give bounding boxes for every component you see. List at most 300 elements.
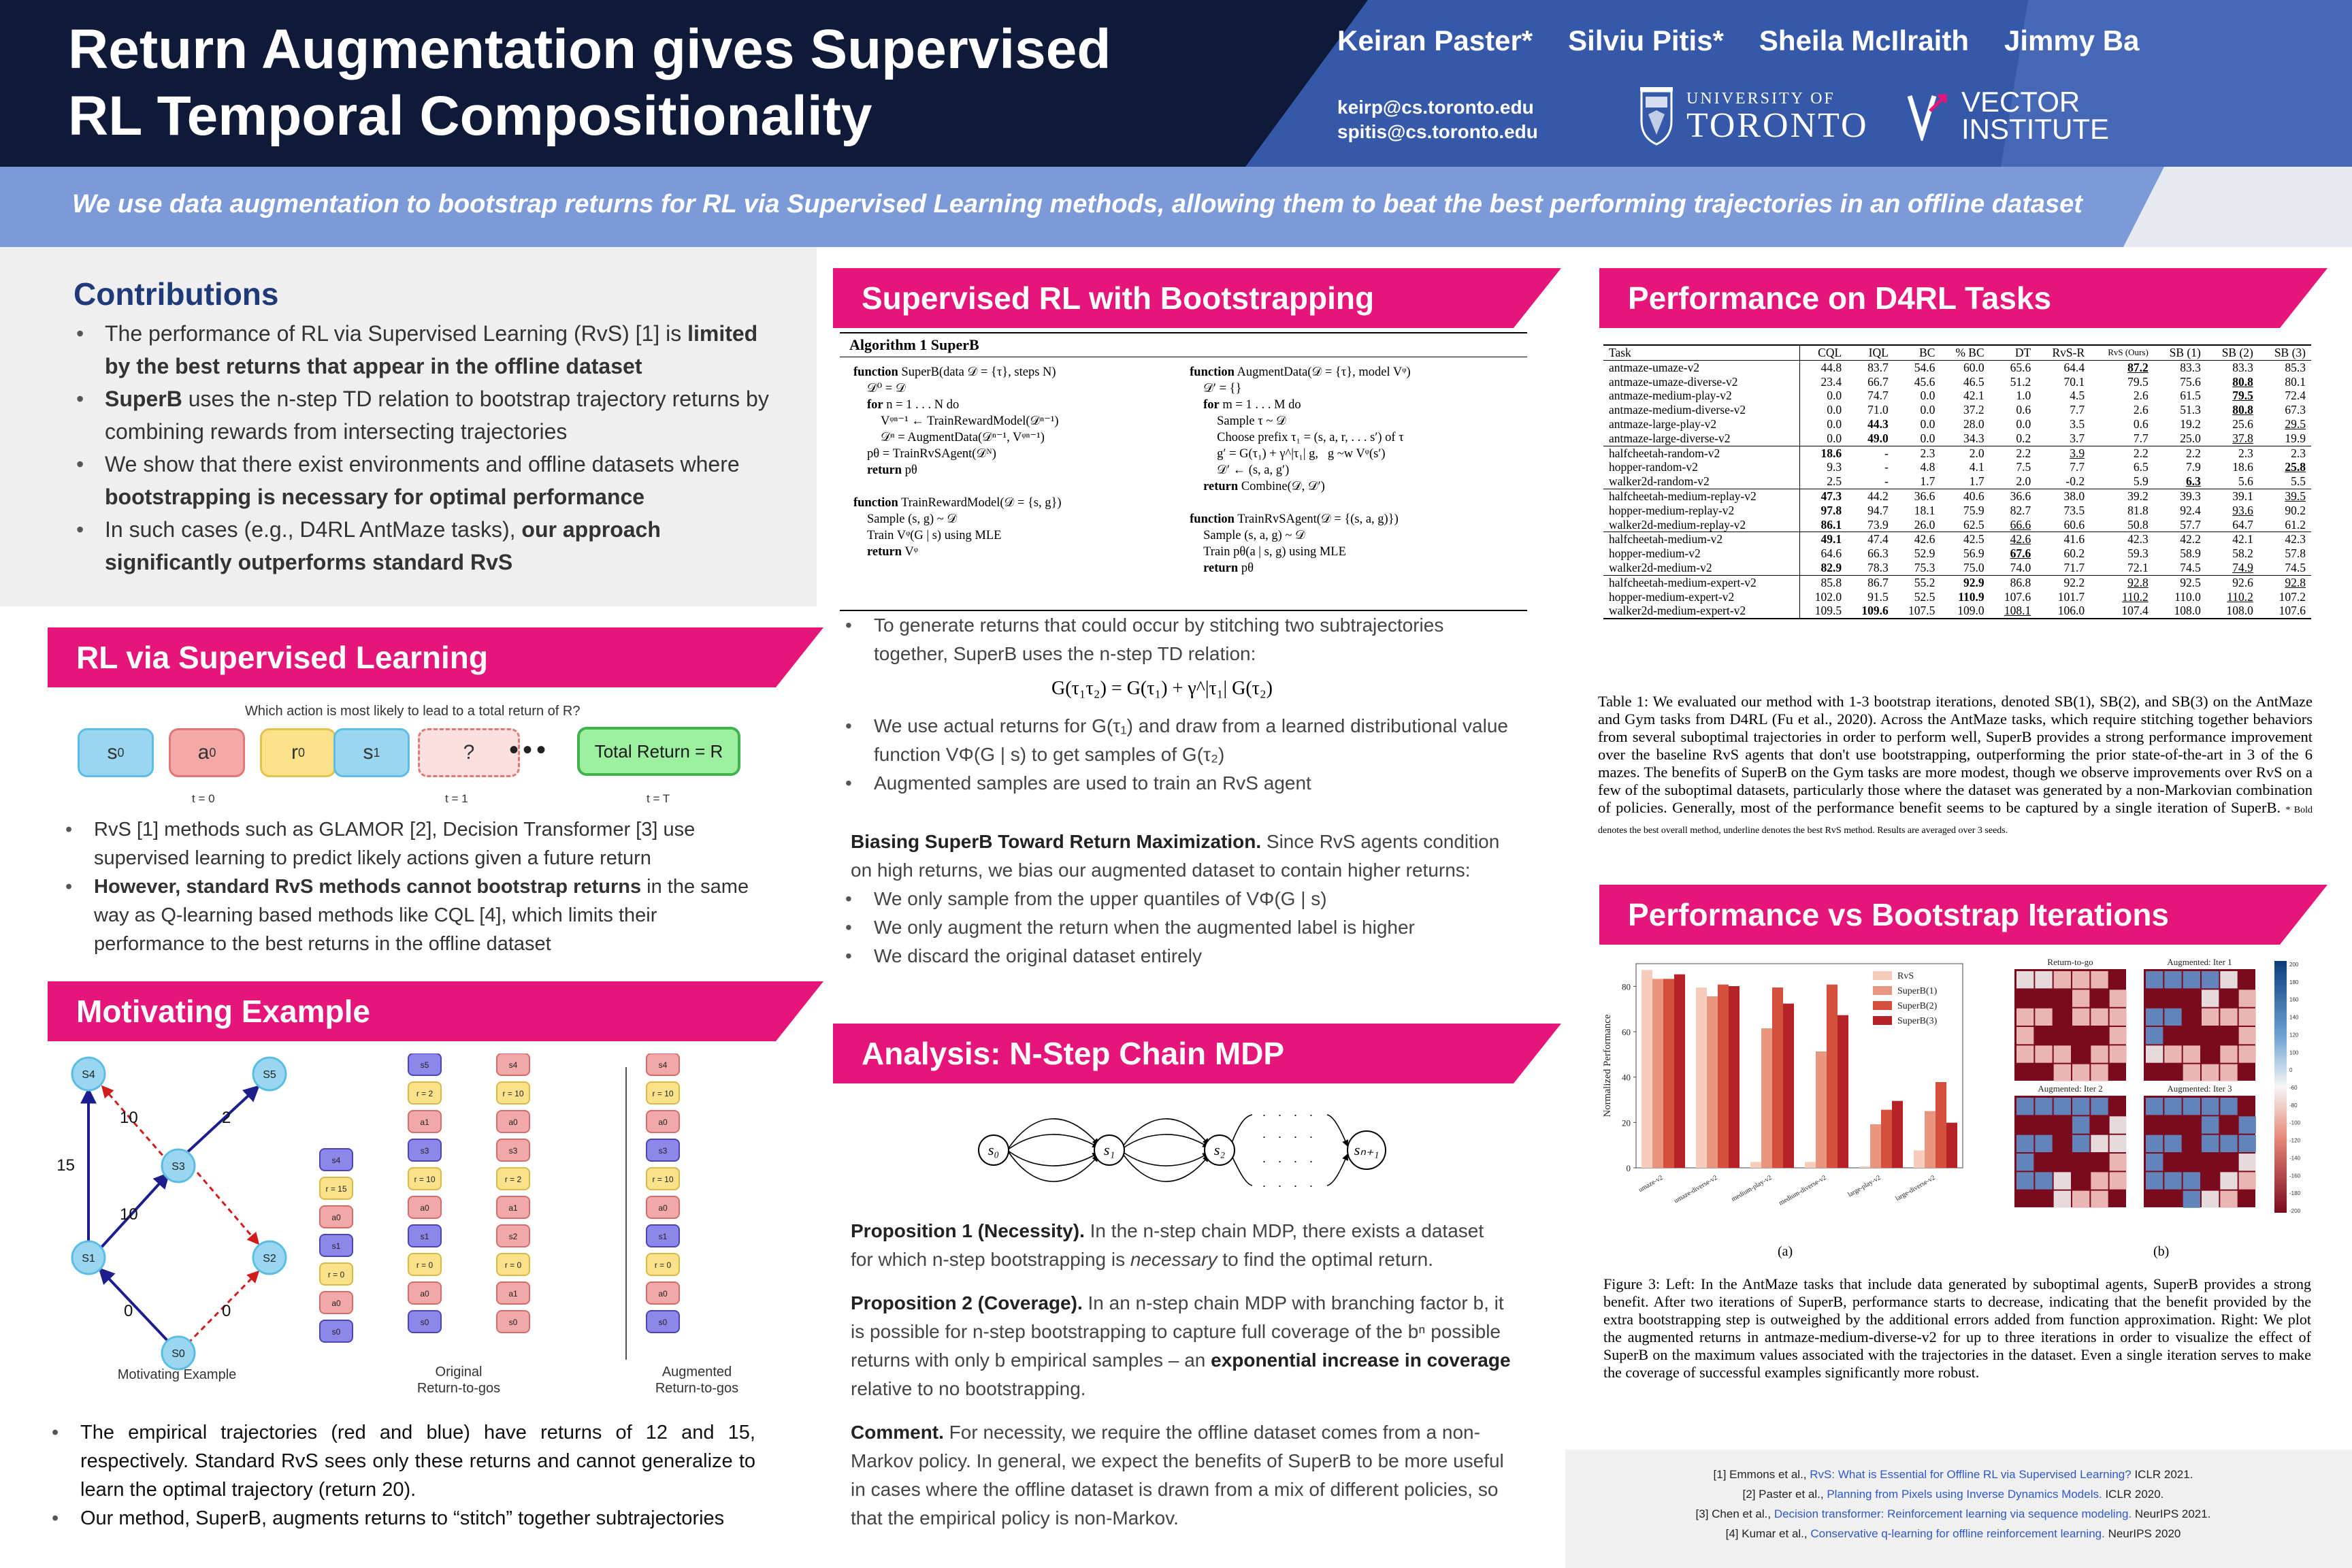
table-cell: 74.0 bbox=[2010, 560, 2031, 574]
colorbar-tick-label: 0 bbox=[2289, 1067, 2293, 1074]
graph-node-label: S1 bbox=[82, 1253, 95, 1264]
table-cell: 74.5 bbox=[2180, 560, 2201, 574]
table-cell: 45.6 bbox=[1914, 374, 1936, 389]
svg-text:r = 0: r = 0 bbox=[654, 1260, 672, 1270]
table-column-header: SB (2) bbox=[2221, 346, 2253, 359]
token-r0: r 0 bbox=[260, 728, 336, 777]
table-cell: 4.5 bbox=[2070, 389, 2085, 403]
author: Keiran Paster* bbox=[1337, 24, 1533, 56]
reference-item: [1] Emmons et al., RvS: What is Essential for Offline RL via Supervised Learning? ICLR 2021. bbox=[1713, 1468, 2193, 1481]
table-cell: 78.3 bbox=[1867, 560, 1889, 574]
table-cell: 42.3 bbox=[2090, 532, 2154, 546]
svg-text:r = 0: r = 0 bbox=[327, 1270, 345, 1279]
algorithm-line: function TrainRvSAgent(𝒟 = {(s, a, g)}) bbox=[1190, 512, 1399, 526]
table-cell: 36.6 bbox=[1990, 489, 2037, 503]
table-cell: 25.6 bbox=[2232, 416, 2253, 431]
table-cell: 66.3 bbox=[1867, 546, 1889, 561]
table-cell: 70.1 bbox=[2063, 374, 2085, 389]
table-cell: 7.7 bbox=[2070, 460, 2085, 474]
table-cell: 7.7 bbox=[2070, 403, 2085, 417]
colorbar-tick-label: 180 bbox=[2289, 979, 2299, 985]
motivating-bullets bbox=[48, 1418, 755, 1533]
colorbar-tick-label: 160 bbox=[2289, 996, 2299, 1003]
svg-text:a0: a0 bbox=[508, 1117, 518, 1127]
table-cell: 80.8 bbox=[2232, 403, 2253, 417]
legend-swatch bbox=[1873, 971, 1892, 980]
table-cell: 64.7 bbox=[2232, 517, 2253, 532]
colorbar-tick-label: -140 bbox=[2289, 1155, 2301, 1162]
table-cell: 92.6 bbox=[2206, 575, 2259, 589]
table-cell: 2.2 bbox=[2090, 446, 2154, 460]
table-cell: 107.6 bbox=[2278, 604, 2306, 618]
table-cell: hopper-medium-expert-v2 bbox=[1609, 589, 1735, 604]
table-cell: 42.2 bbox=[2154, 532, 2206, 546]
reference-link[interactable]: RvS: What is Essential for Offline RL via Supervised Learning? bbox=[1810, 1468, 2132, 1481]
x-tick-label: umaze-v2 bbox=[1637, 1174, 1665, 1194]
table-cell: 66.6 bbox=[2010, 517, 2031, 532]
td-equation: G(τ₁τ₂) = G(τ₁) + γ^|τ₁| G(τ₂) bbox=[1051, 678, 1273, 699]
svg-text:a0: a0 bbox=[331, 1298, 341, 1308]
edge-label: 15 bbox=[56, 1156, 75, 1175]
time-label: t = 0 bbox=[192, 792, 215, 805]
table-cell: 82.7 bbox=[2010, 503, 2031, 517]
x-tick-label: large-diverse-v2 bbox=[1894, 1174, 1937, 1203]
table-cell: 23.4 bbox=[1800, 375, 1847, 389]
d4rl-results-table bbox=[1603, 346, 2311, 618]
algorithm-line: return pθ bbox=[1203, 561, 1254, 575]
svg-text:r = 2: r = 2 bbox=[416, 1089, 434, 1098]
table-cell: 75.3 bbox=[1914, 560, 1936, 574]
table-column-header: CQL bbox=[1800, 346, 1847, 360]
table-row bbox=[1603, 460, 2311, 474]
table-cell: 64.6 bbox=[1800, 546, 1847, 561]
legend-label: SuperB(2) bbox=[1897, 1001, 1938, 1011]
svg-text:s0: s0 bbox=[420, 1318, 429, 1327]
bar bbox=[1936, 1082, 1946, 1168]
algorithm-line: for n = 1 . . . N do bbox=[867, 398, 960, 412]
author-list bbox=[1337, 24, 2139, 57]
legend-label: SuperB(3) bbox=[1897, 1016, 1938, 1026]
table-cell: 42.6 bbox=[1990, 532, 2037, 546]
table-cell: 5.5 bbox=[2291, 474, 2306, 489]
bar bbox=[1914, 1150, 1925, 1168]
x-tick-label: medium-diverse-v2 bbox=[1778, 1174, 1828, 1207]
supervised-bullet: • To generate returns that could occur by stitching two subtrajectories together, SuperB uses the n-step TD relation: bbox=[841, 611, 1522, 668]
table-row bbox=[1603, 561, 2311, 575]
table-cell: 19.9 bbox=[2285, 431, 2306, 445]
table-row bbox=[1603, 532, 2311, 546]
token-unknown: ? bbox=[418, 728, 520, 777]
table-row bbox=[1603, 431, 2311, 446]
motivating-heading: Motivating Example bbox=[48, 981, 776, 1041]
contribution-item: • In such cases (e.g., D4RL AntMaze tasks), our approach significantly outperforms standard RvS bbox=[72, 513, 780, 578]
table-cell: 64.4 bbox=[2036, 360, 2090, 374]
bar bbox=[1925, 1111, 1936, 1168]
legend-swatch bbox=[1873, 986, 1892, 995]
algorithm-box bbox=[840, 332, 1527, 611]
algorithm-line: 𝒟⁰ = 𝒟 bbox=[867, 382, 906, 395]
table-cell: 39.5 bbox=[2259, 489, 2311, 503]
poster-title bbox=[68, 16, 1293, 150]
colorbar-tick-label: 100 bbox=[2289, 1049, 2299, 1056]
table-cell: 91.5 bbox=[1867, 589, 1889, 604]
y-tick-label: 60 bbox=[1622, 1027, 1631, 1037]
table-column-header: SB (3) bbox=[2274, 346, 2306, 359]
supervised-bullets bbox=[841, 611, 1522, 668]
table-cell: 57.8 bbox=[2285, 546, 2306, 561]
table-cell: 106.0 bbox=[2057, 604, 2085, 618]
bias-bullet: • We only augment the return when the augmented label is higher bbox=[841, 913, 1522, 942]
table-cell: 72.1 bbox=[2127, 560, 2149, 574]
proposition-1: Proposition 1 (Necessity). In the n-step chain MDP, there exists a dataset for which n-step bootstrapping is necessary to find the optimal return. bbox=[851, 1220, 1484, 1270]
svg-text:a0: a0 bbox=[658, 1289, 668, 1298]
table-cell: 0.0 bbox=[1920, 403, 1936, 417]
table-cell: 2.6 bbox=[2133, 403, 2149, 417]
table-cell: 85.8 bbox=[1800, 575, 1847, 589]
table-cell: 2.0 bbox=[2016, 474, 2031, 489]
algorithm-line: g′ = G(τ₁) + γ^|τ₁| g, g ~w Vᵠ(s′) bbox=[1217, 447, 1386, 461]
table-cell: 46.5 bbox=[1963, 374, 1984, 389]
bar bbox=[1772, 987, 1783, 1168]
table-cell: 109.6 bbox=[1861, 604, 1889, 618]
bootstrap-bar-chart bbox=[1599, 953, 1980, 1245]
vector-logo bbox=[1907, 88, 2109, 143]
colorbar-tick-label: 120 bbox=[2289, 1032, 2299, 1039]
tagline-text: We use data augmentation to bootstrap returns for RL via Supervised Learning methods, allowing them to beat the best performing trajectories in an offline dataset bbox=[72, 190, 2082, 218]
colorbar-tick-label: -120 bbox=[2289, 1137, 2301, 1144]
table-cell: 26.0 bbox=[1914, 517, 1936, 532]
bar bbox=[1827, 985, 1838, 1168]
title-line-2: RL Temporal Compositionality bbox=[68, 85, 872, 147]
table-cell: 60.2 bbox=[2063, 546, 2085, 561]
reference-link[interactable]: Planning from Pixels using Inverse Dynamics Models. bbox=[1827, 1488, 2102, 1501]
contributions-list bbox=[72, 317, 780, 578]
edge-label: 2 bbox=[222, 1109, 231, 1127]
table-cell: antmaze-large-play-v2 bbox=[1609, 416, 1717, 431]
svg-text:a0: a0 bbox=[420, 1289, 429, 1298]
table-row bbox=[1603, 446, 2311, 460]
analysis-heading: Analysis: N-Step Chain MDP bbox=[833, 1024, 1514, 1083]
table-cell: 3.9 bbox=[2036, 446, 2090, 460]
svg-text:s1: s1 bbox=[658, 1232, 668, 1241]
table-cell: 79.5 bbox=[2127, 374, 2149, 389]
table-cell: 1.0 bbox=[2016, 389, 2031, 403]
table-cell: 85.3 bbox=[2259, 360, 2311, 374]
table-cell: 110.2 bbox=[2227, 589, 2253, 604]
svg-text:a1: a1 bbox=[508, 1289, 518, 1298]
table-header-row bbox=[1603, 346, 2311, 360]
table-cell: - bbox=[1847, 446, 1894, 460]
table-cell: 29.5 bbox=[2285, 416, 2306, 431]
table-cell: 34.3 bbox=[1963, 431, 1984, 445]
rvs-bullet: • RvS [1] methods such as GLAMOR [2], Decision Transformer [3] use supervised learning to predict likely actions given a future return bbox=[61, 815, 755, 872]
table-cell: 59.3 bbox=[2127, 546, 2149, 561]
vector-line-2: INSTITUTE bbox=[1961, 113, 2109, 145]
table-cell: 18.6 bbox=[2232, 460, 2253, 474]
algorithm-line: function AugmentData(𝒟 = {τ}, model Vᵠ) bbox=[1190, 365, 1411, 379]
table-caption: Table 1: We evaluated our method with 1-3 bootstrap iterations, denoted SB(1), SB(2), and SB(3) on the AntMaze and Gym tasks from D4RL (Fu et al., 2020). Across the AntMaze tasks, which require stitching together behaviors from several suboptimal trajectories in order to perform well, SuperB provides a strong performance improvement over the baseline RvS agents that don't use bootstrapping, outperforming the prior state-of-the-art in 3 of the 6 mazes. The benefits of SuperB on the Gym tasks are more modest, though we observe improvements over RvS on a few of the suboptimal datasets, particularly those where the dataset was generated by a non-Markovian combination of policies. Generally, most of the performance benefit seems to be captured by a single iteration of SuperB. * Bold denotes the best overall method, underline denotes the best RvS method. Results are averaged over 3 seeds. bbox=[1598, 693, 2313, 836]
svg-text:r = 0: r = 0 bbox=[416, 1260, 434, 1270]
algorithm-line: return pθ bbox=[867, 463, 917, 477]
svg-text:a0: a0 bbox=[331, 1213, 341, 1222]
table-cell: 102.0 bbox=[1800, 590, 1847, 604]
algorithm-line: Sample τ ~ 𝒟 bbox=[1217, 414, 1286, 428]
algorithm-line: function TrainRewardModel(𝒟 = {s, g}) bbox=[853, 496, 1062, 510]
table-column-header: RvS (Ours) bbox=[2108, 347, 2149, 357]
table-cell: 83.3 bbox=[2154, 360, 2206, 374]
table-cell: 55.2 bbox=[1894, 575, 1941, 589]
y-tick-label: 80 bbox=[1622, 981, 1631, 992]
table-cell: hopper-medium-replay-v2 bbox=[1609, 503, 1735, 517]
bar bbox=[1729, 986, 1740, 1168]
algorithm-line bbox=[1190, 495, 1514, 511]
subfigure-label: (a) bbox=[1778, 1244, 1793, 1259]
svg-text:s0: s0 bbox=[658, 1318, 668, 1327]
colorbar-tick-label: -80 bbox=[2289, 1102, 2298, 1109]
table-cell: 92.5 bbox=[2154, 575, 2206, 589]
table-cell: 42.6 bbox=[1894, 532, 1941, 546]
table-column-header: DT bbox=[2014, 346, 2031, 359]
bar bbox=[1750, 1162, 1761, 1168]
table-row bbox=[1603, 403, 2311, 417]
svg-text:s0: s0 bbox=[508, 1318, 518, 1327]
svg-text:r = 15: r = 15 bbox=[325, 1184, 347, 1194]
total-return-box: Total Return = R bbox=[577, 727, 740, 776]
uoft-shield-icon bbox=[1639, 87, 1674, 146]
table-cell: 80.1 bbox=[2285, 374, 2306, 389]
algorithm-line: 𝒟′ ← (s, a, g′) bbox=[1217, 463, 1290, 477]
heatmap-panel bbox=[2144, 969, 2256, 1081]
reference-link[interactable]: Decision transformer: Reinforcement learning via sequence modeling. bbox=[1774, 1507, 2132, 1520]
figure-3-caption: Figure 3: Left: In the AntMaze tasks that include data generated by suboptimal agents, SuperB provides a strong benefit. After two iterations of SuperB, performance starts to decrease, indicating that the benefit provided by the extra bootstrapping step is outweighed by the additional errors added from function approximation. Right: We plot the augmented returns in antmaze-medium-diverse-v2 for up to three iterations in order to visualize the effect of SuperB on the maximum values associated with the trajectories in the dataset. Even a single iteration serves to make the coverage of successful examples significantly more robust. bbox=[1603, 1275, 2311, 1381]
table-cell: 37.2 bbox=[1963, 403, 1984, 417]
table-cell: 108.0 bbox=[2226, 604, 2253, 618]
table-cell: 71.0 bbox=[1867, 403, 1889, 417]
graph-node-label: S5 bbox=[263, 1069, 276, 1081]
table-cell: 110.9 bbox=[1958, 589, 1984, 604]
svg-text:r = 10: r = 10 bbox=[414, 1175, 436, 1184]
table-cell: 62.5 bbox=[1963, 517, 1984, 532]
algorithm-left-column bbox=[853, 364, 1171, 576]
algorithm-line: 𝒟ⁿ = AugmentData(𝒟ⁿ⁻¹, Vᵠⁿ⁻¹) bbox=[881, 431, 1045, 444]
table-row bbox=[1603, 360, 2311, 374]
algorithm-line: return Combine(𝒟, 𝒟′) bbox=[1203, 480, 1325, 493]
table-column-header: SB (1) bbox=[2169, 346, 2201, 359]
algorithm-line: Sample (s, a, g) ~ 𝒟 bbox=[1203, 529, 1305, 542]
token-a0: a 0 bbox=[169, 728, 245, 777]
email[interactable]: keirp@cs.toronto.edu bbox=[1337, 97, 1534, 118]
vector-line-1: VECTOR bbox=[1961, 86, 2080, 118]
table-cell: 0.0 bbox=[1920, 431, 1936, 445]
svg-text:s4: s4 bbox=[658, 1060, 668, 1070]
token-s0: s 0 bbox=[78, 728, 154, 777]
table-cell: 61.5 bbox=[2180, 389, 2201, 403]
edge-label: 10 bbox=[120, 1109, 138, 1127]
table-cell: 28.0 bbox=[1963, 416, 1984, 431]
table-cell: 92.2 bbox=[2036, 575, 2090, 589]
colorbar-tick-label: 200 bbox=[2289, 962, 2299, 968]
table-cell: 44.8 bbox=[1800, 360, 1847, 374]
table-row bbox=[1603, 504, 2311, 518]
table-cell: 40.6 bbox=[1940, 489, 1989, 503]
table-cell: antmaze-umaze-v2 bbox=[1603, 360, 1800, 374]
rvs-bullet: • However, standard RvS methods cannot bootstrap returns in the same way as Q-learning based methods like CQL [4], which limits their performance to the best returns in the offline dataset bbox=[61, 872, 755, 958]
table-cell: 108.0 bbox=[2174, 604, 2201, 618]
heatmap-title: Augmented: Iter 2 bbox=[2038, 1083, 2103, 1094]
algorithm-right-column bbox=[1190, 364, 1514, 576]
svg-text:s1: s1 bbox=[420, 1232, 429, 1241]
table-cell: 1.7 bbox=[1920, 474, 1936, 489]
table-cell: 61.2 bbox=[2285, 517, 2306, 532]
table-cell: 81.8 bbox=[2127, 503, 2149, 517]
chain-node-label: sₙ₊₁ bbox=[1354, 1141, 1379, 1158]
bar bbox=[1761, 1028, 1772, 1168]
heatmap-panel bbox=[2144, 1096, 2256, 1208]
proposition-2: Proposition 2 (Coverage). In an n-step chain MDP with branching factor b, it is possible for n-step bootstrapping to capture full coverage of the bⁿ possible returns with only b empirical samples – an exponential increase in coverage relative to no bootstrapping. bbox=[851, 1292, 1511, 1399]
reference-link[interactable]: Conservative q-learning for offline reinforcement learning. bbox=[1810, 1527, 2105, 1540]
y-tick-label: 0 bbox=[1626, 1163, 1631, 1173]
chain-ellipsis-dots bbox=[1262, 1108, 1318, 1192]
heatmap-grid bbox=[2008, 953, 2307, 1239]
author: Sheila McIlraith bbox=[1759, 24, 1969, 56]
algorithm-line: Choose prefix τ₁ = (s, a, r, . . . s′) of τ bbox=[1217, 431, 1404, 444]
bar bbox=[1718, 985, 1729, 1168]
table-cell: 66.7 bbox=[1867, 374, 1889, 389]
table-cell: 58.9 bbox=[2180, 546, 2201, 561]
heatmap-title: Augmented: Iter 3 bbox=[2167, 1083, 2232, 1094]
bar bbox=[1838, 1015, 1848, 1168]
comment-paragraph: Comment. For necessity, we require the offline dataset comes from a non-Markov policy. In general, we expect the benefits of SuperB to be more useful in cases where the offline dataset is drawn from a mix of different policies, so that the empirical policy is non-Markov. bbox=[851, 1422, 1504, 1529]
algorithm-line: pθ = TrainRvSAgent(𝒟ᴺ) bbox=[867, 447, 996, 461]
table-cell: 60.0 bbox=[1940, 360, 1989, 374]
supervised-bullets-2 bbox=[841, 712, 1522, 798]
algorithm-line: Train pθ(a | s, g) using MLE bbox=[1203, 545, 1346, 559]
colorbar-tick-label: -160 bbox=[2289, 1173, 2301, 1179]
table-cell: 83.7 bbox=[1847, 360, 1894, 374]
original-return-stack bbox=[320, 1054, 529, 1342]
table-cell: 80.8 bbox=[2232, 374, 2253, 389]
vector-v-icon bbox=[1907, 91, 1950, 141]
table-cell: 38.0 bbox=[2036, 489, 2090, 503]
table-cell: 6.3 bbox=[2185, 474, 2201, 489]
table-cell: hopper-medium-v2 bbox=[1609, 546, 1701, 561]
svg-text:r = 2: r = 2 bbox=[504, 1175, 522, 1184]
table-cell: 0.6 bbox=[2133, 416, 2149, 431]
table-row bbox=[1603, 590, 2311, 604]
table-cell: 47.4 bbox=[1847, 532, 1894, 546]
table-column-header: BC bbox=[1919, 346, 1936, 359]
table-cell: halfcheetah-medium-replay-v2 bbox=[1603, 489, 1800, 503]
table-cell: 3.5 bbox=[2070, 416, 2085, 431]
svg-text:s5: s5 bbox=[420, 1060, 429, 1070]
svg-text:r = 10: r = 10 bbox=[502, 1089, 524, 1098]
contribution-item: • We show that there exist environments and offline datasets where bootstrapping is necessary for optimal performance bbox=[72, 448, 780, 513]
y-axis-label: Normalized Performance bbox=[1602, 1014, 1613, 1117]
table-cell: 0.6 bbox=[2016, 403, 2031, 417]
email-list bbox=[1337, 95, 1538, 144]
reference-item: [3] Chen et al., Decision transformer: Reinforcement learning via sequence modeling. NeurIPS 2021. bbox=[1695, 1507, 2211, 1520]
table-cell: 75.6 bbox=[2180, 374, 2201, 389]
bar bbox=[1805, 1162, 1816, 1168]
x-tick-label: large-play-v2 bbox=[1846, 1174, 1882, 1199]
author: Jimmy Ba bbox=[2004, 24, 2140, 56]
figure-caption: Return-to-gos bbox=[416, 1381, 501, 1396]
heatmap-panel bbox=[2014, 969, 2127, 1081]
d4rl-table-wrap bbox=[1603, 344, 2311, 619]
algorithm-line: 𝒟′ = {} bbox=[1203, 382, 1242, 395]
table-cell: 7.7 bbox=[2133, 431, 2149, 445]
table-cell: 0.0 bbox=[1800, 431, 1847, 446]
svg-text:a0: a0 bbox=[658, 1203, 668, 1213]
table-cell: 73.5 bbox=[2063, 503, 2085, 517]
email[interactable]: spitis@cs.toronto.edu bbox=[1337, 121, 1538, 142]
tagline-bar bbox=[0, 167, 2352, 247]
table-cell: 52.9 bbox=[1914, 546, 1936, 561]
table-cell: 86.1 bbox=[1800, 518, 1847, 532]
x-tick-label: umaze-diverse-v2 bbox=[1672, 1174, 1719, 1205]
bias-bullet: • We only sample from the upper quantiles of VΦ(G | s) bbox=[841, 885, 1522, 913]
sequence-ellipsis: ••• bbox=[509, 735, 551, 765]
token-s1: s 1 bbox=[333, 728, 410, 777]
svg-text:· · · ·: · · · · bbox=[1262, 1130, 1318, 1143]
table-cell: 94.7 bbox=[1867, 503, 1889, 517]
table-cell: 60.6 bbox=[2063, 517, 2085, 532]
table-cell: 56.9 bbox=[1963, 546, 1984, 561]
table-cell: - bbox=[1884, 460, 1889, 474]
bias-paragraph: Biasing SuperB Toward Return Maximization. Since RvS agents condition on high returns, we bias our augmented dataset to contain higher returns: bbox=[851, 831, 1500, 881]
edge-label: 0 bbox=[222, 1302, 231, 1320]
y-tick-label: 20 bbox=[1622, 1117, 1631, 1128]
table-cell: 44.2 bbox=[1847, 489, 1894, 503]
time-label: t = T bbox=[647, 792, 670, 805]
table-cell: 107.5 bbox=[1908, 604, 1936, 618]
algorithm-line: function SuperB(data 𝒟 = {τ}, steps N) bbox=[853, 365, 1056, 379]
table-cell: 109.0 bbox=[1957, 604, 1984, 618]
poster-header bbox=[0, 0, 2352, 167]
table-row bbox=[1603, 489, 2311, 503]
svg-text:a0: a0 bbox=[658, 1117, 668, 1127]
svg-text:s3: s3 bbox=[508, 1146, 518, 1156]
svg-text:s2: s2 bbox=[508, 1232, 518, 1241]
table-cell: 2.0 bbox=[1940, 446, 1989, 460]
svg-text:· · · ·: · · · · bbox=[1262, 1108, 1318, 1122]
table-cell: 7.9 bbox=[2185, 460, 2201, 474]
table-row bbox=[1603, 389, 2311, 403]
table-cell: 109.5 bbox=[1800, 604, 1847, 618]
chain-node-label: s₁ bbox=[1103, 1141, 1115, 1158]
y-tick-label: 40 bbox=[1622, 1072, 1631, 1083]
graph-node-label: S4 bbox=[82, 1069, 95, 1081]
chain-node-label: s₂ bbox=[1213, 1141, 1226, 1158]
table-row bbox=[1603, 575, 2311, 589]
table-cell: 2.3 bbox=[2259, 446, 2311, 460]
colorbar-tick-label: -200 bbox=[2289, 1208, 2301, 1214]
table-cell: 79.5 bbox=[2232, 389, 2253, 403]
algorithm-line: Train Vᵠ(G | s) using MLE bbox=[867, 529, 1002, 542]
time-label: t = 1 bbox=[445, 792, 468, 805]
table-cell: 3.7 bbox=[2070, 431, 2085, 445]
bar bbox=[1870, 1124, 1881, 1168]
table-cell: 5.6 bbox=[2238, 474, 2253, 489]
table-cell: 92.9 bbox=[1940, 575, 1989, 589]
table-row bbox=[1603, 518, 2311, 532]
bar bbox=[1663, 979, 1674, 1168]
table-cell: 108.1 bbox=[2004, 604, 2031, 618]
svg-text:s0: s0 bbox=[331, 1327, 341, 1337]
table-cell: 86.7 bbox=[1847, 575, 1894, 589]
graph-node-label: S2 bbox=[263, 1253, 276, 1264]
svg-text:s1: s1 bbox=[331, 1241, 341, 1251]
